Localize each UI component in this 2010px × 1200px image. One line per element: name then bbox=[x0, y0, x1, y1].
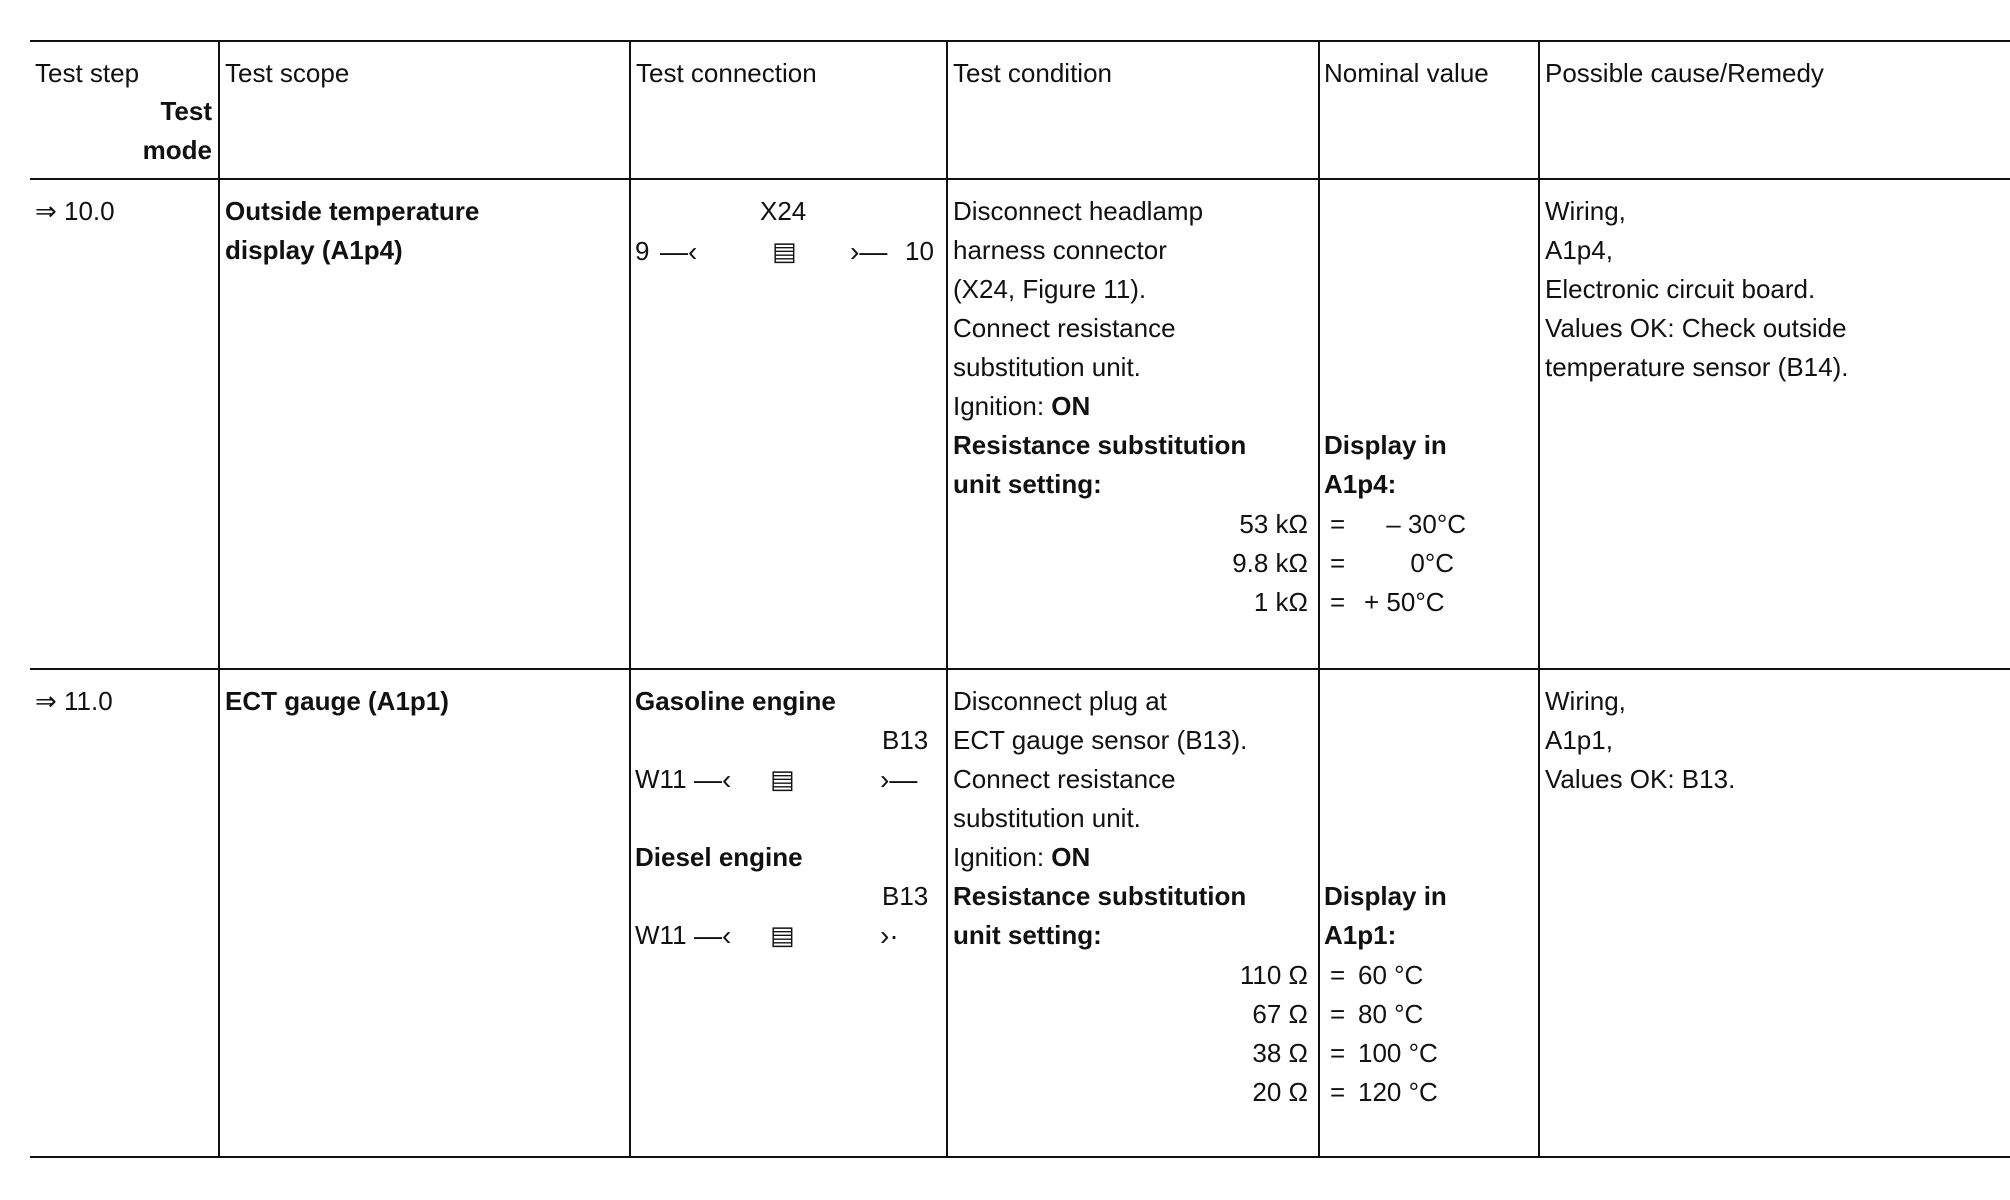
header-test-condition: Test condition bbox=[953, 58, 1112, 88]
header-possible-cause: Possible cause/Remedy bbox=[1545, 58, 1824, 88]
row2-gasoline-left: W11 bbox=[635, 764, 687, 794]
row1-setting-label: Resistance substitution unit setting: bbox=[953, 430, 1247, 499]
row1-ignition bbox=[953, 387, 1090, 426]
row2-resistance-1: 110 Ω bbox=[1239, 960, 1308, 990]
row2-condition-2: ECT gauge sensor (B13). bbox=[953, 725, 1248, 755]
row1-temp-3: + 50°C bbox=[1364, 587, 1445, 617]
row2-diesel-left-plug-icon: —‹ bbox=[694, 920, 732, 951]
row2-test-scope: ECT gauge (A1p1) bbox=[225, 686, 449, 716]
header-test-scope: Test scope bbox=[225, 58, 350, 88]
row1-eq-3: = bbox=[1330, 587, 1346, 617]
row2-gasoline-right-plug-icon: ›— bbox=[880, 764, 918, 795]
row1-resistor-icon: ▤ bbox=[772, 236, 797, 266]
row1-condition-4: Connect resistance bbox=[953, 313, 1176, 343]
row1-left-plug-icon: —‹ bbox=[660, 236, 698, 267]
row1-condition-1: Disconnect headlamp bbox=[953, 196, 1204, 226]
row1-condition-3: (X24, Figure 11). bbox=[953, 274, 1147, 304]
row1-temp-2: 0°C bbox=[1410, 548, 1454, 578]
row2-resistance-2: 67 Ω bbox=[1252, 999, 1308, 1029]
row2-diesel-pin: B13 bbox=[882, 881, 929, 911]
table-bottom-rule bbox=[30, 1156, 2010, 1158]
row-divider-rule bbox=[30, 668, 2010, 670]
row2-test-step: ⇒ 11.0 bbox=[35, 686, 113, 716]
row2-temp-1: 60 °C bbox=[1358, 960, 1424, 990]
header-nominal-value: Nominal value bbox=[1324, 58, 1489, 88]
row1-eq-1: = bbox=[1330, 509, 1346, 539]
row1-remedy-4: Values OK: Check outside bbox=[1545, 313, 1847, 343]
row1-temp-1: – 30°C bbox=[1386, 509, 1466, 539]
row1-resistance-2: 9.8 kΩ bbox=[1232, 548, 1308, 578]
row1-condition-2: harness connector bbox=[953, 235, 1167, 265]
row2-remedy-2: A1p1, bbox=[1545, 725, 1613, 755]
row2-remedy-3: Values OK: B13. bbox=[1545, 764, 1736, 794]
row2-eq-2: = bbox=[1330, 999, 1346, 1029]
table-top-rule bbox=[30, 40, 2010, 42]
row2-resistance-3: 38 Ω bbox=[1252, 1038, 1308, 1068]
row1-resistance-3: 1 kΩ bbox=[1253, 587, 1308, 617]
row1-remedy-5: temperature sensor (B14). bbox=[1545, 352, 1849, 382]
row2-setting-label: Resistance substitution unit setting: bbox=[953, 881, 1247, 950]
row1-remedy-2: A1p4, bbox=[1545, 235, 1613, 265]
header-bottom-rule bbox=[30, 178, 2010, 180]
row2-eq-4: = bbox=[1330, 1077, 1346, 1107]
row2-temp-4: 120 °C bbox=[1358, 1077, 1438, 1107]
row2-temp-2: 80 °C bbox=[1358, 999, 1424, 1029]
row2-condition-1: Disconnect plug at bbox=[953, 686, 1167, 716]
column-rule-5 bbox=[1538, 40, 1540, 1158]
row1-test-step: ⇒ 10.0 bbox=[35, 196, 115, 226]
row2-resistance-4: 20 Ω bbox=[1252, 1077, 1308, 1107]
row2-temp-3: 100 °C bbox=[1358, 1038, 1438, 1068]
row2-diesel-left: W11 bbox=[635, 920, 687, 950]
column-rule-2 bbox=[629, 40, 631, 1158]
column-rule-3 bbox=[946, 40, 948, 1158]
row2-gasoline-pin: B13 bbox=[882, 725, 929, 755]
row1-right-plug-icon: ›— bbox=[850, 236, 888, 267]
row2-gasoline-resistor-icon: ▤ bbox=[770, 764, 795, 794]
row1-display-label: Display in A1p4: bbox=[1324, 430, 1447, 499]
row2-gasoline-label: Gasoline engine bbox=[635, 686, 836, 716]
header-test-step: Test step bbox=[35, 58, 140, 88]
header-test-mode-2: mode bbox=[142, 135, 212, 165]
row2-ignition-label: Ignition: bbox=[953, 842, 1052, 872]
row2-gasoline-left-plug-icon: —‹ bbox=[694, 764, 732, 795]
row2-diesel-resistor-icon: ▤ bbox=[770, 920, 795, 950]
row1-ignition-value: ON bbox=[1051, 391, 1091, 421]
row2-condition-3: Connect resistance bbox=[953, 764, 1176, 794]
row2-diesel-label: Diesel engine bbox=[635, 842, 803, 872]
header-test-mode-1: Test bbox=[160, 96, 212, 126]
row1-remedy-1: Wiring, bbox=[1545, 196, 1626, 226]
column-rule-4 bbox=[1318, 40, 1320, 1158]
row1-remedy-3: Electronic circuit board. bbox=[1545, 274, 1816, 304]
row2-ignition bbox=[953, 838, 1090, 877]
row1-connector-label: X24 bbox=[760, 196, 807, 226]
header-test-connection: Test connection bbox=[636, 58, 817, 88]
row2-condition-4: substitution unit. bbox=[953, 803, 1141, 833]
row2-diesel-right-plug-icon: ›· bbox=[880, 920, 899, 951]
row1-right-pin: 10 bbox=[905, 236, 934, 266]
row1-eq-2: = bbox=[1330, 548, 1346, 578]
row1-condition-5: substitution unit. bbox=[953, 352, 1141, 382]
row1-ignition-label: Ignition: bbox=[953, 391, 1052, 421]
row1-test-scope: Outside temperature display (A1p4) bbox=[225, 196, 480, 265]
row2-eq-3: = bbox=[1330, 1038, 1346, 1068]
row1-left-pin: 9 bbox=[635, 236, 650, 266]
row1-resistance-1: 53 kΩ bbox=[1239, 509, 1308, 539]
row2-remedy-1: Wiring, bbox=[1545, 686, 1626, 716]
row2-display-label: Display in A1p1: bbox=[1324, 881, 1447, 950]
column-rule-1 bbox=[218, 40, 220, 1158]
row2-ignition-value: ON bbox=[1051, 842, 1091, 872]
row2-eq-1: = bbox=[1330, 960, 1346, 990]
